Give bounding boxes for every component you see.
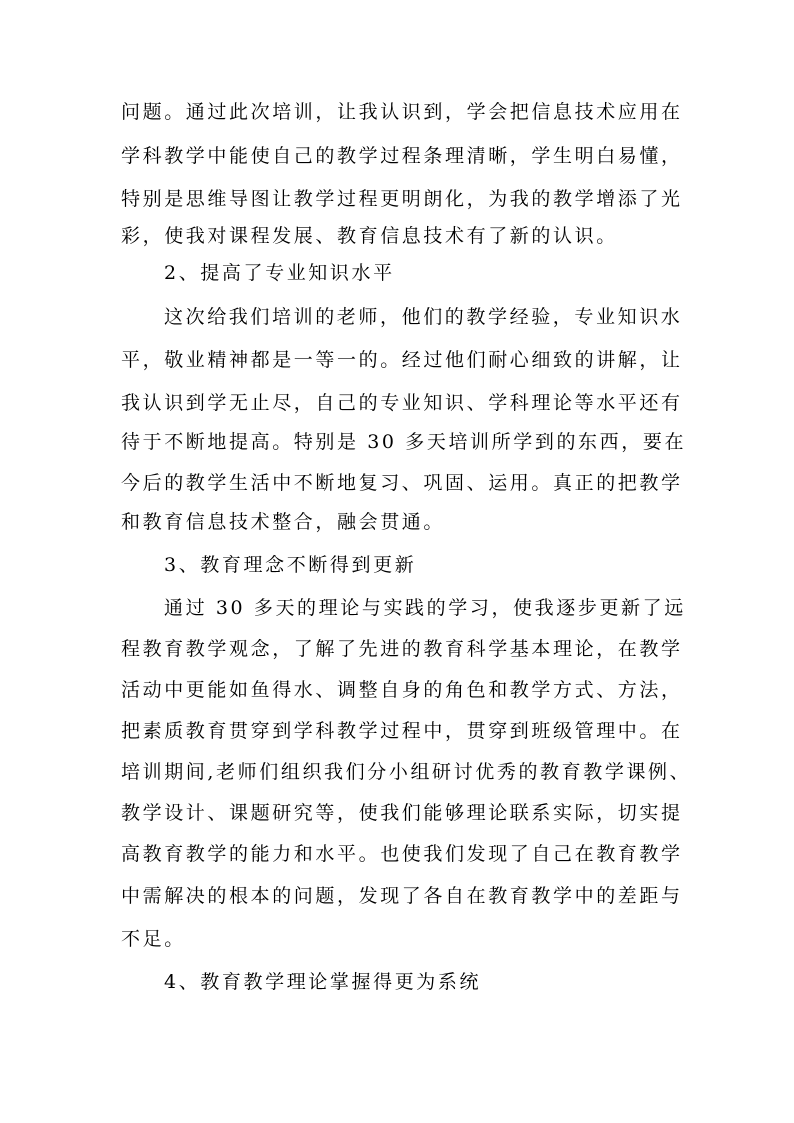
paragraph-line: 问题。通过此次培训，让我认识到，学会把信息技术应用在 bbox=[121, 101, 683, 123]
paragraph-line: 不足。 bbox=[121, 928, 186, 950]
paragraph-line: 活动中更能如鱼得水、调整自身的角色和教学方式、方法， bbox=[121, 679, 683, 701]
paragraph-line: 彩，使我对课程发展、教育信息技术有了新的认识。 bbox=[121, 225, 618, 247]
paragraph-line: 我认识到学无止尽，自己的专业知识、学科理论等水平还有 bbox=[121, 392, 683, 414]
paragraph-line: 待于不断地提高。特别是 30 多天培训所学到的东西，要在 bbox=[121, 431, 687, 453]
paragraph-line: 特别是思维导图让教学过程更明朗化，为我的教学增添了光 bbox=[121, 188, 683, 210]
paragraph-line: 这次给我们培训的老师，他们的教学经验，专业知识水 bbox=[164, 306, 683, 328]
section-heading: 3、教育理念不断得到更新 bbox=[164, 554, 417, 576]
paragraph-line: 把素质教育贯穿到学科教学过程中，贯穿到班级管理中。在 bbox=[121, 720, 683, 742]
paragraph-line: 今后的教学生活中不断地复习、巩固、运用。真正的把教学 bbox=[121, 472, 683, 494]
section-heading: 2、提高了专业知识水平 bbox=[164, 262, 395, 284]
paragraph-line: 学科教学中能使自己的教学过程条理清晰，学生明白易懂， bbox=[121, 145, 683, 167]
section-heading: 4、教育教学理论掌握得更为系统 bbox=[164, 971, 482, 993]
paragraph-line: 中需解决的根本的问题，发现了各自在教育教学中的差距与 bbox=[121, 885, 683, 907]
paragraph-line: 通过 30 多天的理论与实践的学习，使我逐步更新了远 bbox=[164, 597, 686, 619]
paragraph-line: 平，敬业精神都是一等一的。经过他们耐心细致的讲解，让 bbox=[121, 349, 683, 371]
paragraph-line: 高教育教学的能力和水平。也使我们发现了自己在教育教学 bbox=[121, 843, 683, 865]
paragraph-line: 培训期间,老师们组织我们分小组研讨优秀的教育教学课例、 bbox=[121, 761, 692, 783]
paragraph-line: 程教育教学观念，了解了先进的教育科学基本理论，在教学 bbox=[121, 638, 683, 660]
paragraph-line: 教学设计、课题研究等，使我们能够理论联系实际，切实提 bbox=[121, 802, 683, 824]
paragraph-line: 和教育信息技术整合，融会贯通。 bbox=[121, 511, 446, 533]
